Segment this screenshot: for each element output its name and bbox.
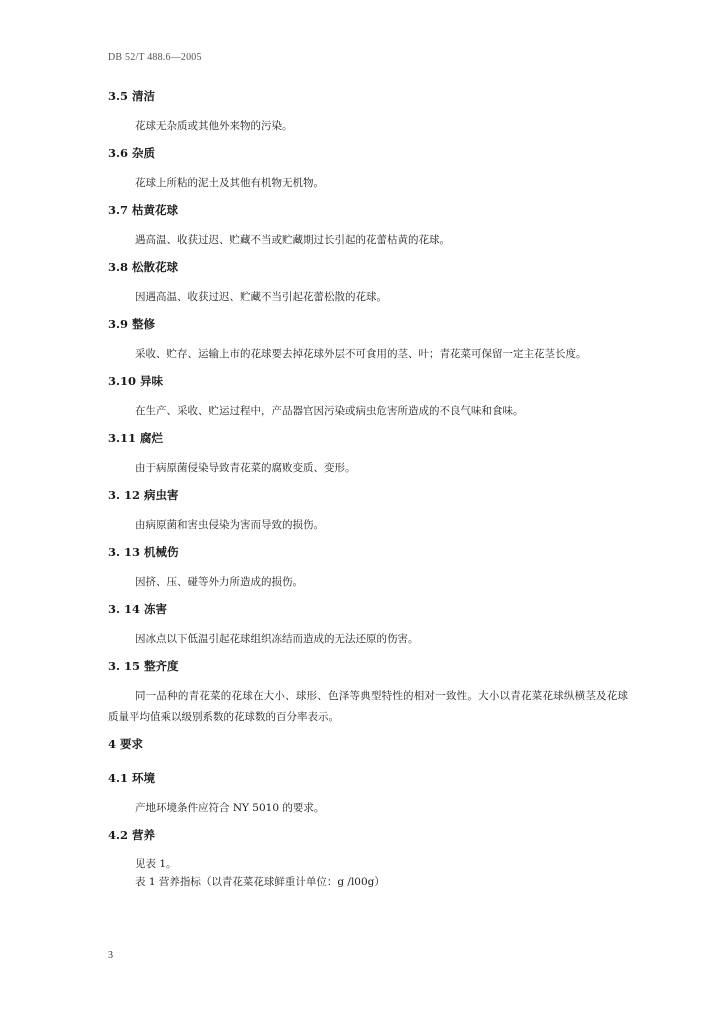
document-body: [108, 88, 628, 891]
table-caption: 表 1 营养指标（以青花菜花球鲜重计单位：g /l00g）: [135, 876, 385, 888]
section-text: 因冰点以下低温引起花球组织冻结而造成的无法还原的伤害。: [135, 633, 419, 645]
section-text: 因挤、压、碰等外力所造成的损伤。: [135, 576, 303, 588]
section-text: 采收、贮存、运输上市的花球要去掉花球外层不可食用的茎、叶；青花菜可保留一定主花茎长度。: [135, 348, 587, 360]
chapter-4: [108, 736, 628, 752]
section-heading: 3.11 腐烂: [108, 431, 164, 445]
section-heading: 4.1 环境: [108, 771, 156, 785]
section-heading: 3. 13 机械伤: [108, 545, 179, 559]
section-text: 产地环境条件应符合 NY 5010 的要求。: [135, 802, 325, 814]
section-3-7: [108, 202, 628, 251]
section-text: 由病原菌和害虫侵染为害而导致的损伤。: [135, 519, 324, 531]
section-heading: 3.5 清洁: [108, 89, 156, 103]
section-text: 花球无杂质或其他外来物的污染。: [135, 120, 293, 132]
section-heading: 3.10 异味: [108, 374, 164, 388]
section-text: 花球上所粘的泥土及其他有机物无机物。: [135, 177, 324, 189]
section-3-13: [108, 544, 628, 593]
section-3-14: [108, 601, 628, 650]
section-heading: 3. 12 病虫害: [108, 488, 179, 502]
section-text: 由于病原菌侵染导致青花菜的腐败变质、变形。: [135, 462, 356, 474]
section-text: 在生产、采收、贮运过程中，产品器官因污染或病虫危害所造成的不良气味和食味。: [135, 405, 524, 417]
section-heading: 3. 15 整齐度: [108, 659, 179, 673]
section-heading: 4.2 营养: [108, 828, 156, 842]
section-heading: 3.7 枯黄花球: [108, 203, 179, 217]
section-text: 同一品种的青花菜的花球在大小、球形、色泽等典型特性的相对一致性。大小以青花菜花球纵横茎及花球质量平均值乘以级别系数的花球数的百分率表示。: [108, 690, 628, 723]
section-4-1: [108, 770, 628, 819]
section-3-15: [108, 658, 628, 728]
section-text: 见表 1。: [135, 858, 177, 870]
section-heading: 3.6 杂质: [108, 146, 156, 160]
section-text: 遇高温、收获过迟、贮藏不当或贮藏期过长引起的花蕾枯黄的花球。: [135, 234, 450, 246]
section-3-8: [108, 259, 628, 308]
section-3-10: [108, 373, 628, 422]
chapter-heading: 4 要求: [108, 737, 144, 751]
page-number: 3: [108, 950, 113, 961]
section-3-9: [108, 316, 628, 365]
section-text: 因遇高温、收获过迟、贮藏不当引起花蕾松散的花球。: [135, 291, 387, 303]
section-4-2: [108, 827, 628, 891]
section-heading: 3.9 整修: [108, 317, 156, 331]
section-heading: 3. 14 冻害: [108, 602, 168, 616]
section-3-6: [108, 145, 628, 194]
section-3-12: [108, 487, 628, 536]
document-header: DB 52/T 488.6—2005: [108, 52, 202, 63]
section-3-5: [108, 88, 628, 137]
section-heading: 3.8 松散花球: [108, 260, 179, 274]
section-3-11: [108, 430, 628, 479]
